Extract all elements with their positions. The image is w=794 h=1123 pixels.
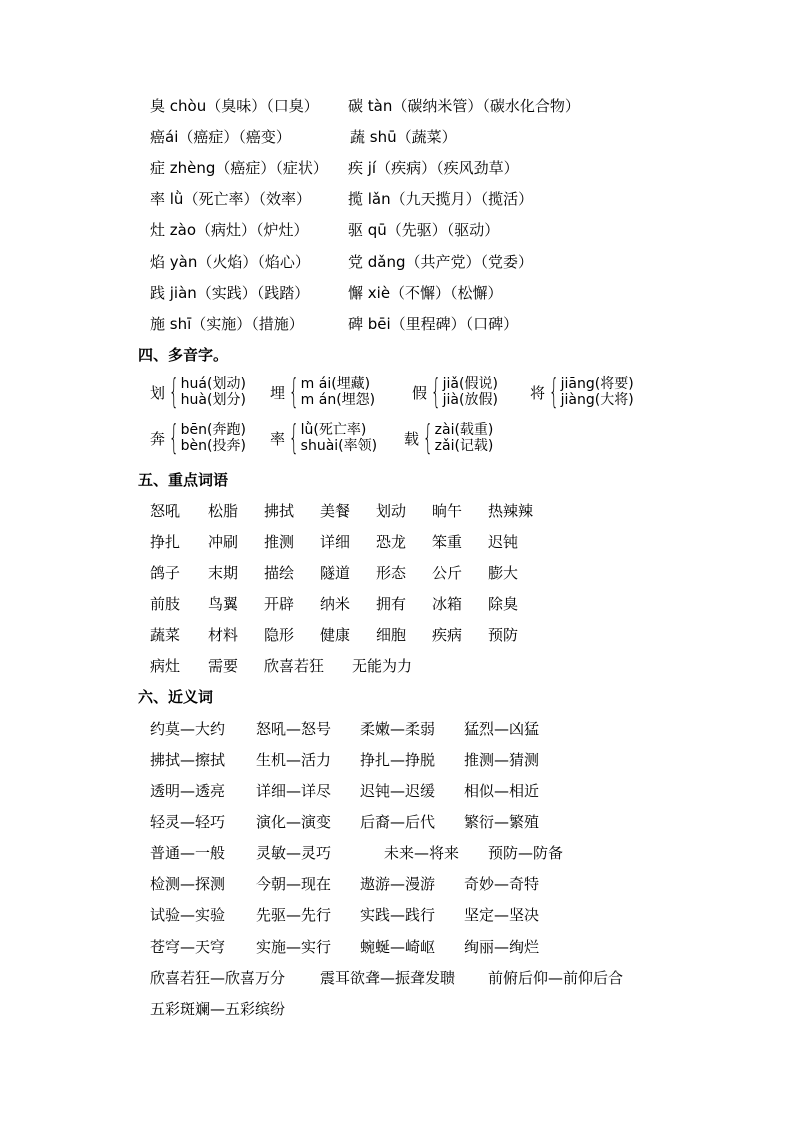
key-word: 怒吼 (150, 502, 181, 520)
polyphone-group (412, 372, 498, 412)
polyphone-reading: huà(划分) (180, 392, 246, 408)
polyphone-reading: huá(划动) (180, 376, 246, 392)
polyphone-reading: jiàng(大将) (560, 392, 634, 408)
key-word: 冲刷 (208, 533, 239, 551)
polyphone-char: 率 (270, 429, 286, 448)
polyphone-char: 假 (412, 383, 428, 402)
key-word: 材料 (208, 626, 239, 644)
vocab-entry: 驱 qū（先驱）（驱动） (348, 221, 500, 239)
brace-icon: { (422, 418, 433, 458)
synonym-pair: 繁衍—繁殖 (464, 813, 540, 831)
synonym-pair: 预防—防备 (488, 844, 564, 862)
polyphone-reading: shuài(率领) (300, 438, 378, 454)
key-word: 开辟 (264, 595, 295, 613)
polyphone-char: 奔 (150, 429, 166, 448)
synonym-pair: 灵敏—灵巧 (256, 844, 332, 862)
key-word: 纳米 (320, 595, 351, 613)
key-word: 蔬菜 (150, 626, 181, 644)
key-word: 末期 (208, 564, 239, 582)
key-word: 除臭 (488, 595, 519, 613)
vocab-entry: 施 shī（实施）（措施） (150, 315, 304, 333)
section-heading: 五、重点词语 (138, 471, 229, 489)
synonym-pair: 实施—实行 (256, 938, 332, 956)
polyphone-group (270, 372, 375, 412)
polyphone-group (150, 418, 246, 458)
polyphone-reading: jiǎ(假说) (442, 376, 498, 392)
key-word: 美餐 (320, 502, 351, 520)
synonym-pair: 拂拭—擦拭 (150, 751, 226, 769)
synonym-pair: 绚丽—绚烂 (464, 938, 540, 956)
key-word: 欣喜若狂 (264, 657, 325, 675)
polyphone-char: 将 (530, 383, 546, 402)
synonym-pair: 约莫—大约 (150, 720, 226, 738)
synonym-pair: 猛烈—凶猛 (464, 720, 540, 738)
vocab-entry: 症 zhèng（癌症）（症状） (150, 159, 328, 177)
synonym-pair: 坚定—坚决 (464, 906, 540, 924)
vocab-entry: 癌ái（癌症）（癌变） (150, 128, 291, 146)
key-word: 无能为力 (352, 657, 413, 675)
key-word: 松脂 (208, 502, 239, 520)
synonym-pair: 普通—一般 (150, 844, 226, 862)
key-word: 病灶 (150, 657, 181, 675)
key-word: 鸟翼 (208, 595, 239, 613)
key-word: 详细 (320, 533, 351, 551)
synonym-pair: 前俯后仰—前仰后合 (488, 969, 624, 987)
key-word: 热辣辣 (488, 502, 534, 520)
synonym-pair: 未来—将来 (384, 844, 460, 862)
polyphone-reading: jiāng(将要) (560, 376, 634, 392)
brace-icon: { (168, 372, 179, 412)
vocab-entry: 碳 tàn（碳纳米管）（碳水化合物） (348, 97, 580, 115)
polyphone-group (530, 372, 634, 412)
section-heading: 六、近义词 (138, 688, 214, 706)
key-word: 隐形 (264, 626, 295, 644)
synonym-pair: 实践—践行 (360, 906, 436, 924)
polyphone-reading: m án(埋怨) (300, 392, 376, 408)
synonym-pair: 柔嫩—柔弱 (360, 720, 436, 738)
synonym-pair: 怒吼—怒号 (256, 720, 332, 738)
synonym-pair: 先驱—先行 (256, 906, 332, 924)
brace-icon: { (168, 418, 179, 458)
synonym-pair: 挣扎—挣脱 (360, 751, 436, 769)
vocab-entry: 党 dǎng（共产党）（党委） (348, 253, 534, 271)
key-word: 划动 (376, 502, 407, 520)
brace-icon: { (430, 372, 441, 412)
synonym-pair: 震耳欲聋—振聋发聩 (320, 969, 456, 987)
key-word: 预防 (488, 626, 519, 644)
vocab-entry: 揽 lǎn（九天揽月）（揽活） (348, 190, 534, 208)
synonym-pair: 迟钝—迟缓 (360, 782, 436, 800)
polyphone-group (270, 418, 377, 458)
key-word: 晌午 (432, 502, 463, 520)
synonym-pair: 试验—实验 (150, 906, 226, 924)
key-word: 细胞 (376, 626, 407, 644)
key-word: 挣扎 (150, 533, 181, 551)
key-word: 隧道 (320, 564, 351, 582)
polyphone-char: 划 (150, 383, 166, 402)
key-word: 拥有 (376, 595, 407, 613)
synonym-pair: 后裔—后代 (360, 813, 436, 831)
synonym-pair: 生机—活力 (256, 751, 332, 769)
key-word: 需要 (208, 657, 239, 675)
synonym-pair: 轻灵—轻巧 (150, 813, 226, 831)
polyphone-reading: bèn(投奔) (180, 438, 246, 454)
brace-icon: { (288, 372, 299, 412)
synonym-pair: 检测—探测 (150, 875, 226, 893)
polyphone-reading: bēn(奔跑) (180, 422, 246, 438)
key-word: 拂拭 (264, 502, 295, 520)
key-word: 恐龙 (376, 533, 407, 551)
polyphone-reading: jià(放假) (442, 392, 498, 408)
synonym-pair: 苍穹—天穹 (150, 938, 226, 956)
vocab-entry: 灶 zào（病灶）（炉灶） (150, 221, 309, 239)
vocab-entry: 蔬 shū（蔬菜） (350, 128, 457, 146)
key-word: 鸽子 (150, 564, 181, 582)
polyphone-group (404, 418, 493, 458)
polyphone-reading: zǎi(记载) (434, 438, 494, 454)
key-word: 形态 (376, 564, 407, 582)
key-word: 笨重 (432, 533, 463, 551)
brace-icon: { (288, 418, 299, 458)
key-word: 推测 (264, 533, 295, 551)
synonym-pair: 相似—相近 (464, 782, 540, 800)
vocab-entry: 焰 yàn（火焰）（焰心） (150, 253, 310, 271)
synonym-pair: 奇妙—奇特 (464, 875, 540, 893)
synonym-pair: 透明—透亮 (150, 782, 226, 800)
section-heading: 四、多音字。 (138, 346, 229, 364)
key-word: 膨大 (488, 564, 519, 582)
vocab-entry: 碑 bēi（里程碑）（口碑） (348, 315, 519, 333)
vocab-entry: 率 lǜ（死亡率）（效率） (150, 190, 311, 208)
polyphone-reading: zài(载重) (434, 422, 494, 438)
synonym-pair: 欣喜若狂—欣喜万分 (150, 969, 286, 987)
synonym-pair: 遨游—漫游 (360, 875, 436, 893)
synonym-pair: 详细—详尽 (256, 782, 332, 800)
polyphone-reading: lǜ(死亡率) (300, 422, 367, 438)
polyphone-char: 载 (404, 429, 420, 448)
synonym-pair: 蜿蜒—崎岖 (360, 938, 436, 956)
polyphone-char: 埋 (270, 383, 286, 402)
key-word: 迟钝 (488, 533, 519, 551)
polyphone-group (150, 372, 246, 412)
key-word: 疾病 (432, 626, 463, 644)
key-word: 描绘 (264, 564, 295, 582)
synonym-pair: 推测—猜测 (464, 751, 540, 769)
polyphone-reading: m ái(埋藏) (300, 376, 371, 392)
brace-icon: { (548, 372, 559, 412)
vocab-entry: 疾 jí（疾病）（疾风劲草） (348, 159, 519, 177)
key-word: 冰箱 (432, 595, 463, 613)
key-word: 前肢 (150, 595, 181, 613)
synonym-pair: 演化—演变 (256, 813, 332, 831)
synonym-pair: 今朝—现在 (256, 875, 332, 893)
synonym-pair: 五彩斑斓—五彩缤纷 (150, 1000, 286, 1018)
vocab-entry: 懈 xiè（不懈）（松懈） (348, 284, 503, 302)
key-word: 健康 (320, 626, 351, 644)
key-word: 公斤 (432, 564, 463, 582)
vocab-entry: 践 jiàn（实践）（践踏） (150, 284, 310, 302)
vocab-entry: 臭 chòu（臭味）（口臭） (150, 97, 319, 115)
